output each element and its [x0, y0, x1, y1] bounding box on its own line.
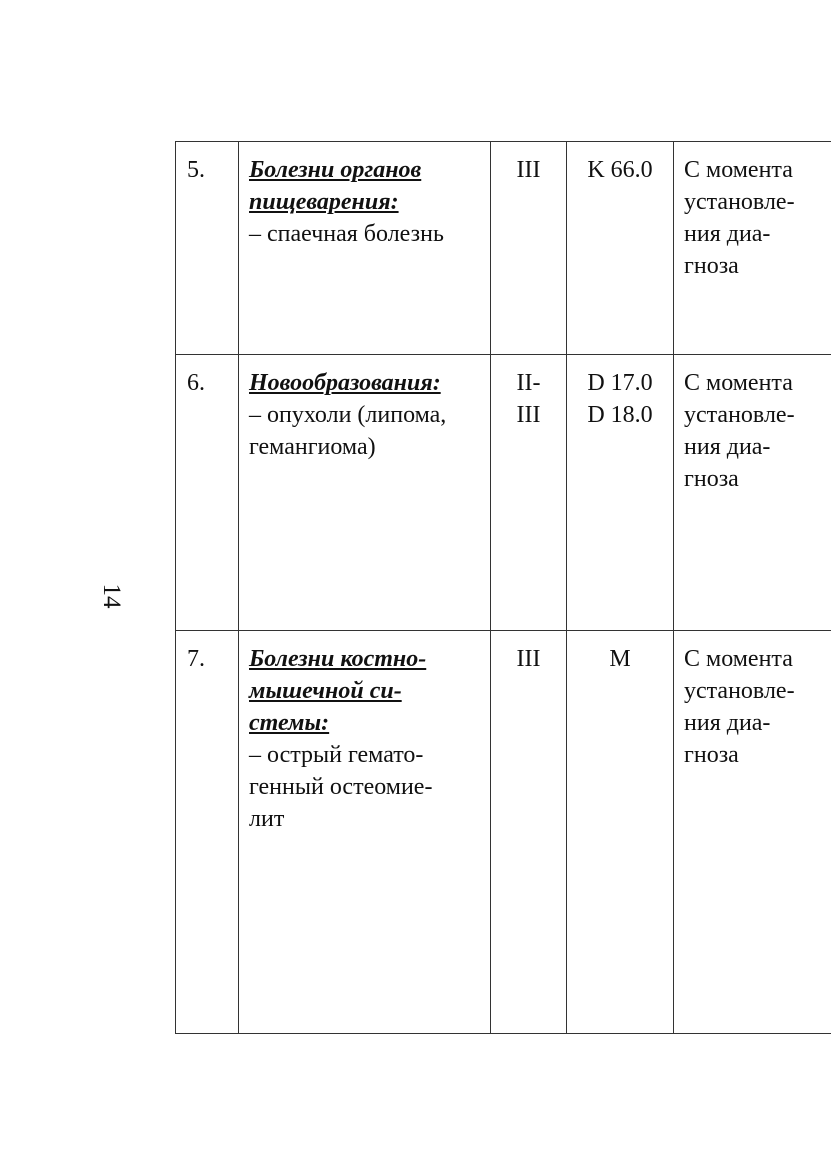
icd-code-cell [567, 142, 674, 355]
disease-name-cell [239, 355, 491, 631]
table-row [176, 355, 831, 631]
group-cell [491, 355, 567, 631]
period-text: гноза [684, 742, 739, 768]
disease-detail: – опухоли (липома, [249, 402, 447, 428]
period-text: установле- [684, 678, 795, 704]
row-number: 7. [187, 646, 205, 672]
disease-category-title: пищеварения: [249, 189, 399, 215]
period-text: установле- [684, 189, 795, 215]
icd-code-cell [567, 355, 674, 631]
icd-code: D 18.0 [587, 402, 653, 428]
disease-detail: генный остеомие- [249, 774, 433, 800]
disease-detail: гемангиома) [249, 434, 376, 460]
period-text: С момента [684, 157, 793, 183]
icd-code: D 17.0 [587, 370, 653, 396]
row-number: 5. [187, 157, 205, 183]
group-cell [491, 631, 567, 1034]
group-value: III [516, 646, 541, 672]
disease-category-title: мышечной си- [249, 678, 402, 704]
disease-category-title: Болезни органов [249, 157, 422, 183]
group-value: III [516, 157, 541, 183]
page-number: 14 [98, 583, 125, 609]
period-text: ния диа- [684, 434, 771, 460]
disease-detail: – спаечная болезнь [249, 221, 444, 247]
disease-table [175, 141, 831, 1034]
row-number-cell [176, 355, 239, 631]
row-number-cell [176, 142, 239, 355]
period-cell [674, 355, 831, 631]
period-text: установле- [684, 402, 795, 428]
group-value: III [516, 402, 541, 428]
period-text: С момента [684, 646, 793, 672]
row-number: 6. [187, 370, 205, 396]
disease-category-title: Новообразования: [249, 370, 441, 396]
table-row [176, 631, 831, 1034]
period-text: ния диа- [684, 710, 771, 736]
icd-code-cell [567, 631, 674, 1034]
row-number-cell [176, 631, 239, 1034]
period-text: гноза [684, 466, 739, 492]
disease-name-cell [239, 631, 491, 1034]
period-cell [674, 631, 831, 1034]
table-row [176, 142, 831, 355]
icd-code: M [609, 646, 631, 672]
icd-code: K 66.0 [587, 157, 653, 183]
period-cell [674, 142, 831, 355]
period-text: С момента [684, 370, 793, 396]
group-value: II- [516, 370, 541, 396]
disease-detail: – острый гемато- [249, 742, 424, 768]
disease-detail: лит [249, 806, 285, 832]
group-cell [491, 142, 567, 355]
disease-name-cell [239, 142, 491, 355]
period-text: ния диа- [684, 221, 771, 247]
disease-category-title: стемы: [249, 710, 330, 736]
disease-category-title: Болезни костно- [249, 646, 427, 672]
period-text: гноза [684, 253, 739, 279]
